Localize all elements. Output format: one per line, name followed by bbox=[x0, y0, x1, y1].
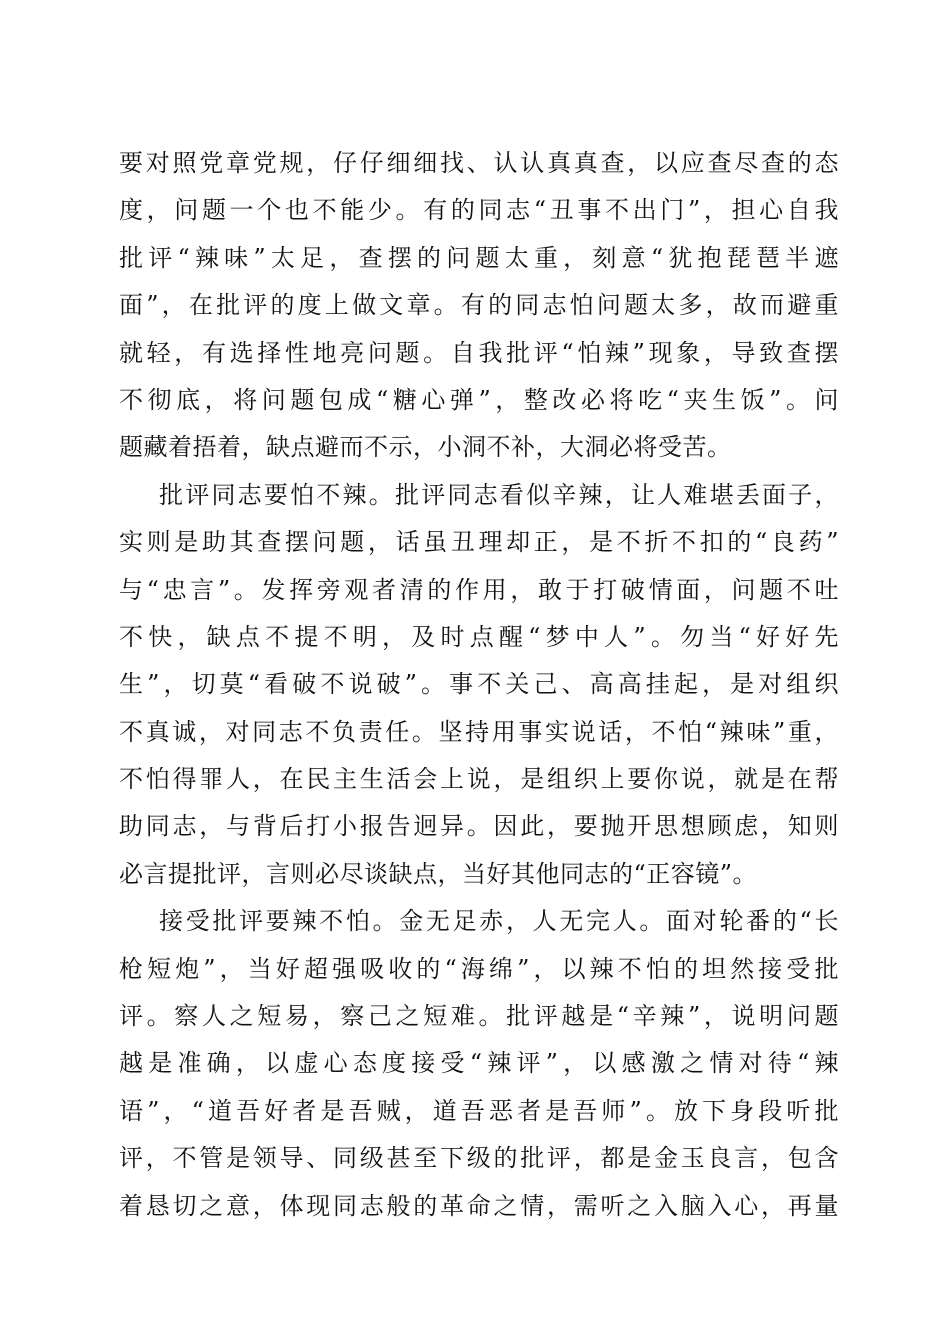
text-line: 要对照党章党规，仔仔细细找、认认真真查，以应查尽查的态 bbox=[119, 149, 839, 177]
text-line: 越是准确，以虚心态度接受“辣评”，以感激之情对待“辣 bbox=[119, 1049, 839, 1078]
text-line: 不彻底，将问题包成“糖心弹”，整改必将吃“夹生饭”。问 bbox=[119, 385, 839, 414]
paragraph-first-line: 批评同志要怕不辣。批评同志看似辛辣，让人难堪丢面子， bbox=[159, 480, 839, 509]
text-line: 面”，在批评的度上做文章。有的同志怕问题太多，故而避重 bbox=[119, 291, 839, 320]
text-line: 必言提批评，言则必尽谈缺点，当好其他同志的“正容镜”。 bbox=[119, 859, 758, 888]
text-line: 助同志，与背后打小报告迥异。因此，要抛开思想顾虑，知则 bbox=[119, 812, 839, 841]
text-line: 不怕得罪人，在民主生活会上说，是组织上要你说，就是在帮 bbox=[119, 765, 839, 794]
text-line: 评，不管是领导、同级甚至下级的批评，都是金玉良言，包含 bbox=[119, 1144, 839, 1173]
text-line: 着恳切之意，体现同志般的革命之情，需听之入脑入心，再量 bbox=[119, 1191, 839, 1220]
text-line: 语”，“道吾好者是吾贼，道吾恶者是吾师”。放下身段听批 bbox=[119, 1096, 839, 1125]
text-line: 不真诚，对同志不负责任。坚持用事实说话，不怕“辣味”重， bbox=[119, 717, 839, 746]
text-line: 度，问题一个也不能少。有的同志“丑事不出门”，担心自我 bbox=[119, 196, 839, 225]
text-line: 不快，缺点不提不明，及时点醒“梦中人”。勿当“好好先 bbox=[119, 622, 839, 651]
text-line: 实则是助其查摆问题，话虽丑理却正，是不折不扣的“良药” bbox=[119, 528, 839, 557]
body-text bbox=[119, 140, 839, 1230]
text-line: 题藏着捂着，缺点避而不示，小洞不补，大洞必将受苦。 bbox=[119, 433, 732, 462]
text-line: 与“忠言”。发挥旁观者清的作用，敢于打破情面，问题不吐 bbox=[119, 575, 839, 604]
text-line: 批评“辣味”太足，查摆的问题太重，刻意“犹抱琵琶半遮 bbox=[119, 243, 839, 272]
paragraph-first-line: 接受批评要辣不怕。金无足赤，人无完人。面对轮番的“长 bbox=[159, 907, 839, 936]
text-line: 评。察人之短易，察己之短难。批评越是“辛辣”，说明问题 bbox=[119, 1002, 839, 1031]
text-line: 就轻，有选择性地亮问题。自我批评“怕辣”现象，导致查摆 bbox=[119, 338, 839, 367]
text-line: 生”，切莫“看破不说破”。事不关己、高高挂起，是对组织 bbox=[119, 670, 839, 699]
text-line: 枪短炮”，当好超强吸收的“海绵”，以辣不怕的坦然接受批 bbox=[119, 954, 839, 983]
